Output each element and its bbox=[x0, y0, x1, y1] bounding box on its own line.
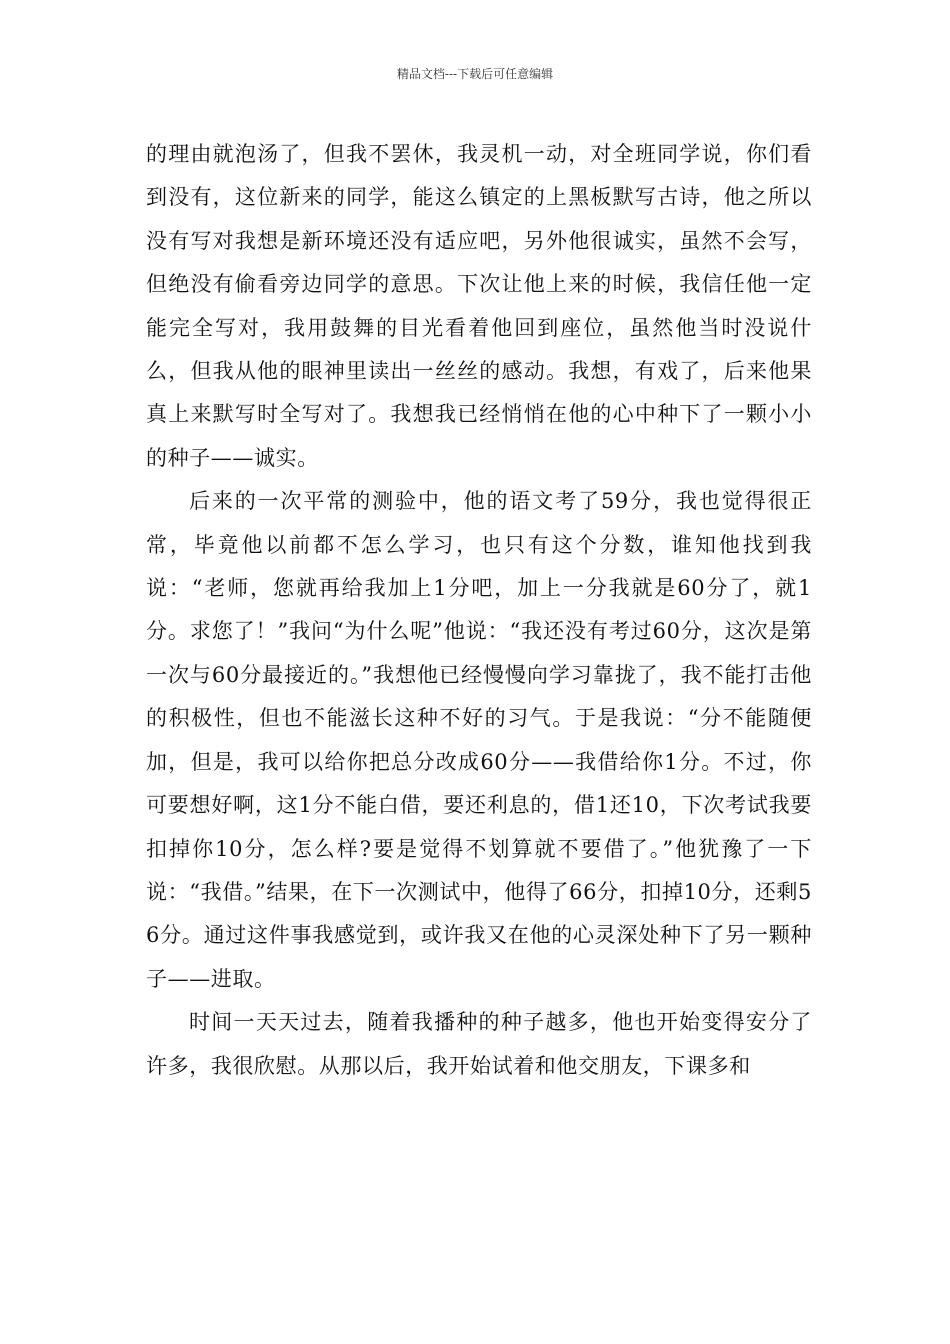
paragraph-borrowed-point: 后来的一次平常的测验中，他的语文考了59分，我也觉得很正常，毕竟他以前都不怎么学习，也只有这个分数，谁知他找到我说：“老师，您就再给我加上1分吧，加上一分我就是60分了，就1分。求您了！”我问“为什么呢”他说：“我还没有考过60分，这次是第一次与60分最接近的。”我想他已经慢慢向学习靠拢了，我不能打击他的积极性，但也不能滋长这种不好的习气。于是我说：“分不能随便加，但是，我可以给你把总分改成60分——我借给你1分。不过，你可要想好啊，这1分不能白借，要还利息的，借1还10，下次考试我要扣掉你10分，怎么样?要是觉得不划算就不要借了。”他犹豫了一下说：“我借。”结果，在下一次测试中，他得了66分，扣掉10分，还剩56分。通过这件事我感觉到，或许我又在他的心灵深处种下了另一颗种子——进取。 bbox=[146, 489, 812, 991]
paragraph-friendship: 时间一天天过去，随着我播种的种子越多，他也开始变得安分了许多，我很欣慰。从那以后，我开始试着和他交朋友，下课多和 bbox=[146, 1010, 812, 1078]
document-body bbox=[146, 133, 812, 1088]
paragraph-honesty: 的理由就泡汤了，但我不罢休，我灵机一动，对全班同学说，你们看到没有，这位新来的同学，能这么镇定的上黑板默写古诗，他之所以没有写对我想是新环境还没有适应吧，另外他很诚实，虽然不会写，但绝没有偷看旁边同学的意思。下次让他上来的时候，我信任他一定能完全写对，我用鼓舞的目光看着他回到座位，虽然他当时没说什么，但我从他的眼神里读出一丝丝的感动。我想，有戏了，后来他果真上来默写时全写对了。我想我已经悄悄在他的心中种下了一颗小小的种子——诚实。 bbox=[146, 142, 812, 470]
page-header: 精品文档---下载后可任意编辑 bbox=[396, 67, 554, 81]
